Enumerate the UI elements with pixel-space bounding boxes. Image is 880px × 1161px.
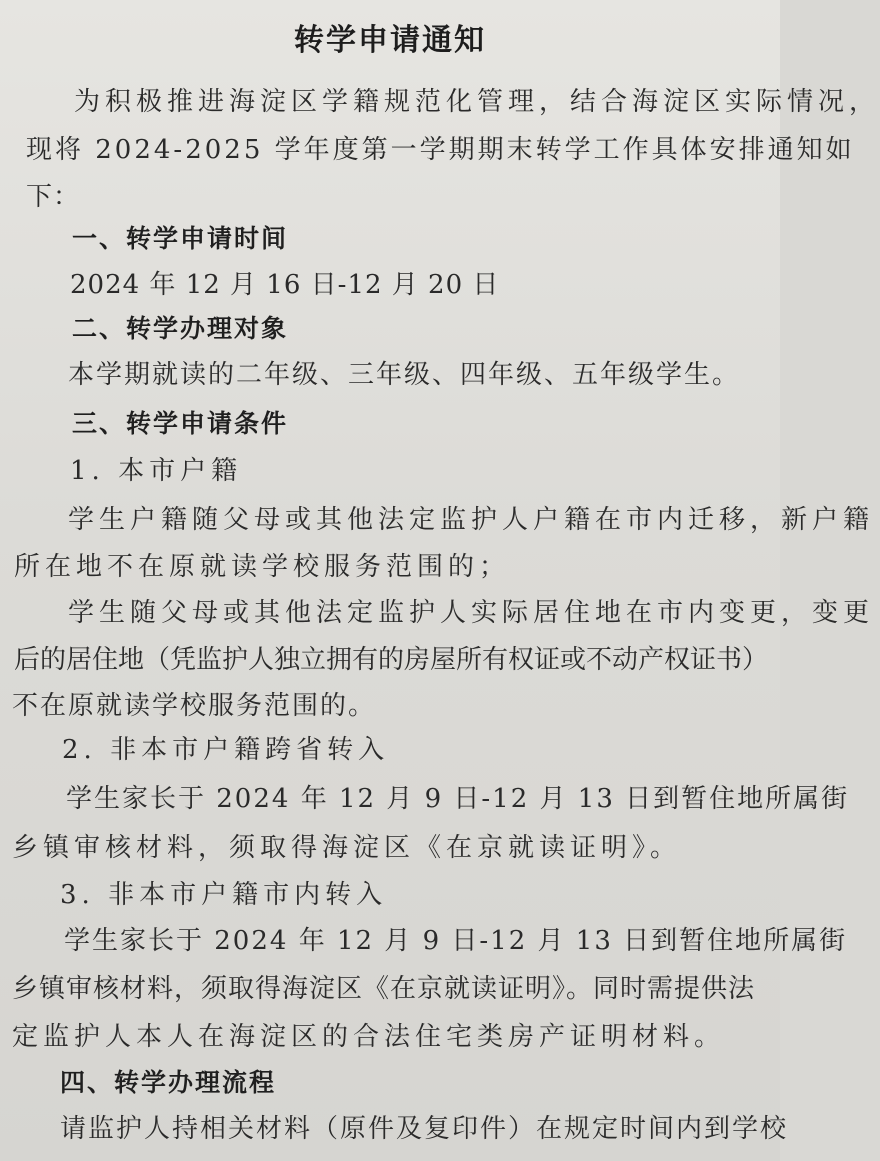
section-4-heading: 四、转学办理流程: [60, 1068, 277, 1097]
item-2-line-2: 乡镇审核材料，须取得海淀区《在京就读证明》。: [12, 833, 682, 863]
item-3-line-2: 乡镇审核材料，须取得海淀区《在京就读证明》。同时需提供法: [12, 974, 756, 1004]
item-1-line-1: 学生户籍随父母或其他法定监护人户籍在市内迁移，新户籍: [68, 505, 875, 535]
document-title: 转学申请通知: [294, 23, 486, 58]
section-1-heading: 一、转学申请时间: [72, 224, 289, 253]
item-3-line-1: 学生家长于 2024 年 12 月 9 日-12 月 13 日到暂住地所属街: [64, 926, 848, 956]
item-2-line-1: 学生家长于 2024 年 12 月 9 日-12 月 13 日到暂住地所属街: [66, 784, 850, 814]
intro-line-2: 现将 2024-2025 学年度第一学期期末转学工作具体安排通知如: [26, 135, 855, 165]
item-2-label: 2. 非本市户籍跨省转入: [62, 735, 390, 765]
section-1-date: 2024 年 12 月 16 日-12 月 20 日: [70, 270, 500, 300]
section-2-heading: 二、转学办理对象: [72, 314, 289, 343]
item-1-line-4: 后的居住地（凭监护人独立拥有的房屋所有权证或不动产权证书）: [14, 645, 769, 675]
item-1-line-2: 所在地不在原就读学校服务范围的；: [14, 552, 511, 582]
item-3-line-3: 定监护人本人在海淀区的合法住宅类房产证明材料。: [12, 1022, 726, 1052]
item-1-line-3: 学生随父母或其他法定监护人实际居住地在市内变更，变更: [68, 598, 875, 628]
section-3-heading: 三、转学申请条件: [72, 409, 289, 438]
item-3-label: 3. 非本市户籍市内转入: [60, 880, 388, 910]
item-1-line-5: 不在原就读学校服务范围的。: [12, 691, 377, 721]
item-1-label: 1. 本市户籍: [70, 456, 243, 486]
intro-line-3: 下：: [26, 182, 81, 212]
intro-line-1: 为积极推进海淀区学籍规范化管理，结合海淀区实际情况，: [74, 87, 880, 117]
section-2-text: 本学期就读的二年级、三年级、四年级、五年级学生。: [68, 360, 741, 390]
section-4-text: 请监护人持相关材料（原件及复印件）在规定时间内到学校: [60, 1114, 789, 1144]
